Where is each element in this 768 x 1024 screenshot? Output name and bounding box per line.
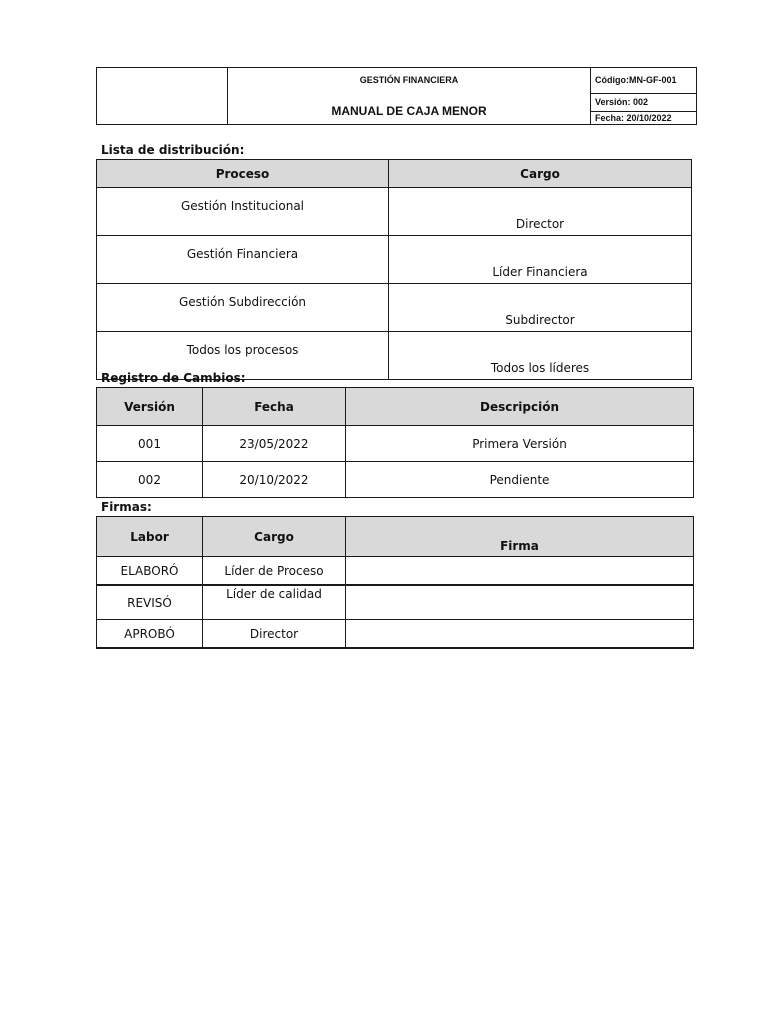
department-name: GESTIÓN FINANCIERA [359,75,459,85]
column-header: Descripción [346,388,694,426]
process-cell: Gestión Subdirección [97,284,389,332]
table-row [97,284,692,332]
description-cell: Primera Versión [346,426,694,462]
column-header: Firma [346,517,694,557]
changes-label: Registro de Cambios: [101,371,246,385]
document-version: Versión: 002 [591,93,697,111]
cargo-cell: Todos los líderes [389,332,692,380]
cargo-cell: Director [389,188,692,236]
distribution-label: Lista de distribución: [101,143,245,157]
signatures-label: Firmas: [101,500,152,514]
distribution-table [96,159,692,380]
table-header-row [97,160,692,188]
version-cell: 001 [97,426,203,462]
changes-table [96,387,694,498]
document-header [96,67,697,125]
signature-cell [346,620,694,649]
cargo-cell: Subdirector [389,284,692,332]
logo-placeholder [97,68,228,125]
table-header-row [97,517,694,557]
column-header: Labor [97,517,203,557]
table-row [97,557,694,586]
document-code: Código:MN-GF-001 [591,68,697,94]
cargo-cell: Líder Financiera [389,236,692,284]
header-title-cell [228,68,591,125]
table-header-row [97,388,694,426]
table-row [97,620,694,649]
process-cell: Todos los procesos [97,332,389,380]
cargo-cell: Director [203,620,346,649]
cargo-cell: Líder de calidad [203,585,346,620]
description-cell: Pendiente [346,462,694,498]
document-date: Fecha: 20/10/2022 [591,111,697,124]
table-row [97,188,692,236]
table-row [97,462,694,498]
signatures-table [96,516,694,649]
table-row [97,236,692,284]
column-header: Cargo [203,517,346,557]
labor-cell: APROBÓ [97,620,203,649]
document-title: MANUAL DE CAJA MENOR [331,104,487,118]
column-header: Cargo [389,160,692,188]
labor-cell: REVISÓ [97,585,203,620]
column-header: Versión [97,388,203,426]
column-header: Proceso [97,160,389,188]
table-row [97,426,694,462]
process-cell: Gestión Institucional [97,188,389,236]
signature-cell [346,557,694,586]
column-header: Fecha [203,388,346,426]
process-cell: Gestión Financiera [97,236,389,284]
signature-cell [346,585,694,620]
labor-cell: ELABORÓ [97,557,203,586]
version-cell: 002 [97,462,203,498]
date-cell: 23/05/2022 [203,426,346,462]
cargo-cell: Líder de Proceso [203,557,346,586]
date-cell: 20/10/2022 [203,462,346,498]
table-row [97,585,694,620]
